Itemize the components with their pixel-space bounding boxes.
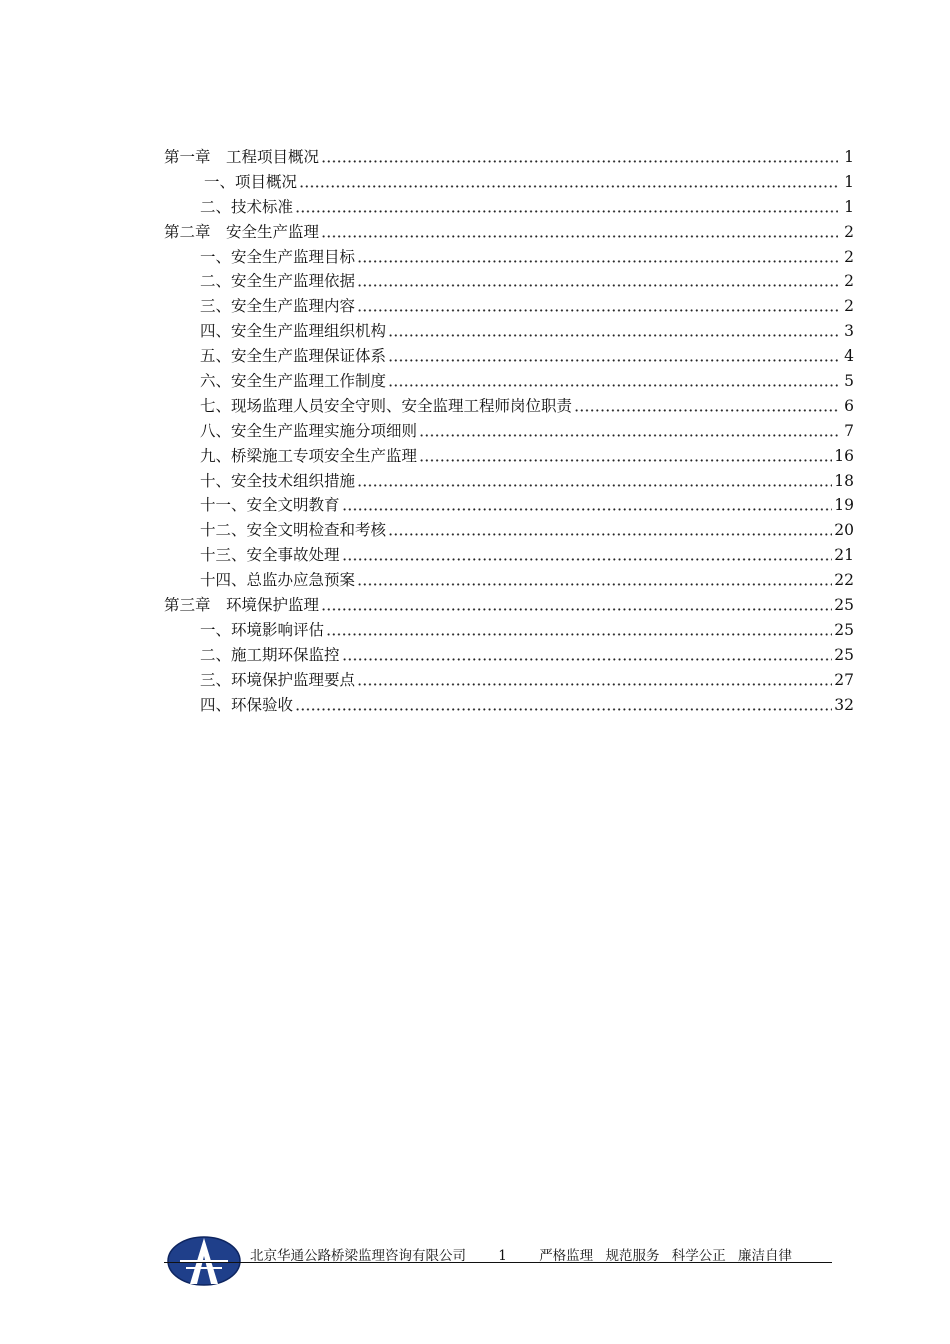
toc-leader-dots [357,568,832,593]
toc-entry-title: 二、安全生产监理依据 [200,272,356,291]
toc-leader-dots [295,693,832,718]
toc-entry-page: 27 [834,670,854,689]
toc-entry-title: 十二、安全文明检查和考核 [200,521,387,540]
toc-section-entry[interactable] [164,543,854,568]
toc-entry-page: 25 [834,620,854,639]
toc-entry-page: 18 [834,471,854,490]
table-of-contents [164,145,854,717]
toc-leader-dots [299,170,838,195]
toc-entry-title: 一、安全生产监理目标 [200,247,356,266]
footer-text [250,1244,792,1264]
toc-leader-dots [574,394,838,419]
toc-entry-page: 22 [834,571,854,590]
toc-leader-dots [419,444,832,469]
page-footer [164,1232,832,1284]
toc-entry-title: 四、安全生产监理组织机构 [200,322,387,341]
toc-entry-page: 16 [834,446,854,465]
toc-entry-title: 十三、安全事故处理 [200,546,340,565]
toc-leader-dots [326,618,832,643]
toc-section-entry[interactable] [164,493,854,518]
toc-chapter-entry[interactable] [164,220,854,245]
toc-section-entry[interactable] [164,568,854,593]
toc-section-entry[interactable] [164,618,854,643]
toc-entry-title: 六、安全生产监理工作制度 [200,372,387,390]
toc-leader-dots [321,220,838,245]
toc-entry-page: 6 [844,396,854,415]
toc-leader-dots [295,195,838,220]
company-logo-icon [166,1234,242,1286]
toc-leader-dots [342,543,833,568]
toc-leader-dots [357,245,838,270]
toc-entry-title: 第二章 安全生产监理 [164,222,320,241]
toc-entry-title: 第一章 工程项目概况 [164,147,320,166]
toc-entry-title: 八、安全生产监理实施分项细则 [200,421,418,440]
toc-entry-title: 五、安全生产监理保证体系 [200,347,387,366]
toc-entry-page: 2 [844,272,854,291]
footer-page-number: 1 [498,1248,507,1264]
toc-entry-page: 3 [844,322,854,341]
toc-section-entry[interactable] [164,668,854,693]
toc-entry-page: 2 [844,297,854,316]
toc-entry-page: 1 [844,172,854,191]
toc-section-entry[interactable] [164,643,854,668]
toc-section-entry[interactable] [164,444,854,469]
toc-section-entry[interactable] [164,469,854,494]
toc-entry-page: 25 [834,596,854,615]
toc-entry-title: 七、现场监理人员安全守则、安全监理工程师岗位职责 [200,396,573,415]
toc-chapter-entry[interactable] [164,145,854,170]
toc-section-entry[interactable] [164,170,854,195]
toc-leader-dots [357,668,832,693]
toc-section-entry[interactable] [164,245,854,270]
toc-entry-page: 2 [844,222,854,241]
toc-section-entry[interactable] [164,419,854,444]
footer-slogan: 严格监理 规范服务 科学公正 廉洁自律 [539,1248,793,1264]
toc-entry-page: 7 [844,421,854,440]
toc-leader-dots [321,145,838,170]
toc-section-entry[interactable] [164,294,854,319]
toc-section-entry[interactable] [164,319,854,344]
toc-leader-dots [419,419,838,444]
toc-entry-title: 三、环境保护监理要点 [200,670,356,689]
toc-leader-dots [388,344,838,369]
toc-entry-page: 20 [834,521,854,540]
toc-entry-page: 5 [844,372,854,390]
toc-section-entry[interactable] [164,369,854,394]
toc-leader-dots [342,493,833,518]
toc-section-entry[interactable] [164,518,854,543]
toc-leader-dots [357,294,838,319]
toc-entry-page: 32 [834,695,854,714]
toc-entry-title: 一、环境影响评估 [200,620,325,639]
toc-leader-dots [388,518,832,543]
toc-entry-page: 4 [844,347,854,366]
toc-entry-page: 1 [844,197,854,216]
toc-entry-page: 19 [834,496,854,515]
toc-leader-dots [357,469,832,494]
toc-leader-dots [342,643,833,668]
toc-section-entry[interactable] [164,195,854,220]
toc-entry-title: 第三章 环境保护监理 [164,596,320,615]
toc-section-entry[interactable] [164,344,854,369]
toc-section-entry[interactable] [164,269,854,294]
toc-entry-page: 2 [844,247,854,266]
toc-entry-title: 一、项目概况 [204,172,298,191]
toc-entry-title: 十四、总监办应急预案 [200,571,356,590]
toc-leader-dots [357,269,838,294]
toc-entry-page: 21 [834,546,854,565]
toc-entry-title: 四、环保验收 [200,695,294,714]
toc-leader-dots [388,319,838,344]
toc-leader-dots [388,369,838,394]
toc-leader-dots [321,593,832,618]
toc-section-entry[interactable] [164,394,854,419]
toc-entry-page: 1 [844,147,854,166]
toc-entry-title: 三、安全生产监理内容 [200,297,356,316]
toc-chapter-entry[interactable] [164,593,854,618]
toc-entry-title: 十一、安全文明教育 [200,496,340,515]
toc-entry-title: 二、施工期环保监控 [200,645,340,664]
toc-entry-title: 九、桥梁施工专项安全生产监理 [200,446,418,465]
toc-section-entry[interactable] [164,693,854,718]
toc-entry-page: 25 [834,645,854,664]
toc-entry-title: 十、安全技术组织措施 [200,471,356,490]
footer-company: 北京华通公路桥梁监理咨询有限公司 [250,1248,466,1264]
toc-entry-title: 二、技术标准 [200,197,294,216]
